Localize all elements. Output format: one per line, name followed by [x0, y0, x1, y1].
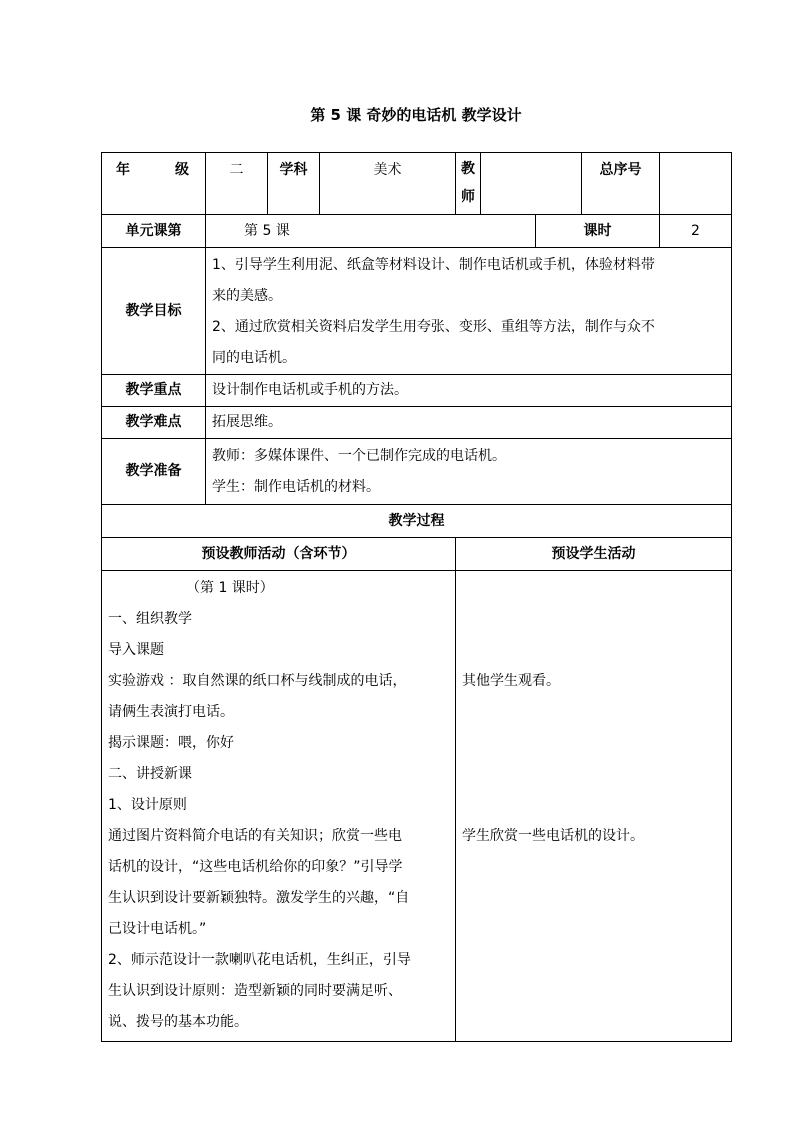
- process-teacher-line: 二、讲授新课: [108, 766, 192, 782]
- teacher-activity-header: 预设教师活动（含环节）: [102, 538, 456, 571]
- process-teacher-line: 生认识到设计要新颖独特。激发学生的兴趣，“自: [108, 890, 410, 906]
- hours-label: 课时: [536, 215, 660, 248]
- objective-line: 1、引导学生利用泥、纸盒等材料设计、制作电话机或手机，体验材料带: [212, 257, 655, 273]
- process-teacher-line: 生认识到设计原则：造型新颖的同时要满足听、: [108, 983, 402, 999]
- process-teacher-line: 说、拨号的基本功能。: [108, 1014, 248, 1030]
- process-label: 教学过程: [102, 505, 732, 538]
- objective-line: 同的电话机。: [212, 350, 296, 366]
- subject-value: 美术: [320, 153, 456, 215]
- student-activity-content: [456, 571, 732, 1042]
- teacher-value: [481, 153, 582, 215]
- difficulties-label: 教学难点: [102, 407, 206, 439]
- process-teacher-line: 揭示课题：喂，你好: [108, 735, 234, 751]
- grade-label-cell: [102, 153, 206, 215]
- subject-label: 学科: [268, 153, 320, 215]
- header-row: [102, 153, 732, 215]
- process-content-row: [102, 571, 732, 1042]
- lesson-plan-table: [101, 152, 732, 1042]
- objectives-content: [206, 248, 732, 375]
- process-teacher-line: 导入课题: [108, 642, 164, 658]
- process-teacher-line: 通过图片资料简介电话的有关知识；欣赏一些电: [108, 828, 402, 844]
- teacher-activity-content: [102, 571, 456, 1042]
- page-title: 第 5 课 奇妙的电话机 教学设计: [310, 106, 522, 124]
- key-points-value: 设计制作电话机或手机的方法。: [206, 375, 732, 407]
- teacher-label-cell: [456, 153, 481, 215]
- key-points-label: 教学重点: [102, 375, 206, 407]
- process-teacher-line: 请俩生表演打电话。: [108, 704, 234, 720]
- process-teacher-line: 话机的设计，“这些电话机给你的印象？”引导学: [108, 859, 403, 875]
- difficulties-value: 拓展思维。: [206, 407, 732, 439]
- objectives-label: 教学目标: [102, 248, 206, 375]
- preparation-line: 教师：多媒体课件、一个已制作完成的电话机。: [212, 447, 506, 464]
- grade-label-part1: 年: [116, 162, 130, 178]
- unit-row: [102, 215, 732, 248]
- process-header-row: [102, 538, 732, 571]
- unit-label: 单元课第: [102, 215, 206, 248]
- process-teacher-line: （第 1 课时）: [186, 580, 274, 596]
- student-activity-header: 预设学生活动: [456, 538, 732, 571]
- preparation-line: 学生：制作电话机的材料。: [212, 478, 380, 495]
- difficulties-row: [102, 407, 732, 439]
- preparation-label: 教学准备: [102, 439, 206, 505]
- objective-line: 2、通过欣赏相关资料启发学生用夸张、变形、重组等方法，制作与众不: [212, 319, 655, 335]
- teacher-label-part1: 教: [461, 161, 475, 177]
- grade-label-part2: 级: [175, 162, 189, 178]
- serial-label: 总序号: [582, 153, 660, 215]
- objective-line: 来的美感。: [212, 288, 282, 304]
- preparation-content: [206, 439, 732, 505]
- grade-value: 二: [206, 153, 268, 215]
- process-teacher-line: 实验游戏 ：取自然课的纸口杯与线制成的电话，: [108, 673, 407, 689]
- process-student-line: 学生欣赏一些电话机的设计。: [462, 828, 644, 844]
- teacher-label-part2: 师: [461, 189, 475, 205]
- preparation-row: [102, 439, 732, 505]
- process-teacher-line: 己设计电话机。”: [108, 921, 207, 937]
- process-label-row: [102, 505, 732, 538]
- hours-value: 2: [660, 215, 732, 248]
- serial-value: [660, 153, 732, 215]
- key-points-row: [102, 375, 732, 407]
- process-student-line: 其他学生观看。: [462, 673, 560, 689]
- unit-value: 第 5 课: [206, 215, 536, 248]
- process-teacher-line: 一、组织教学: [108, 611, 192, 627]
- process-teacher-line: 1、设计原则: [108, 797, 187, 813]
- process-teacher-line: 2、师示范设计一款喇叭花电话机，生纠正，引导: [108, 952, 411, 968]
- objectives-row: [102, 248, 732, 375]
